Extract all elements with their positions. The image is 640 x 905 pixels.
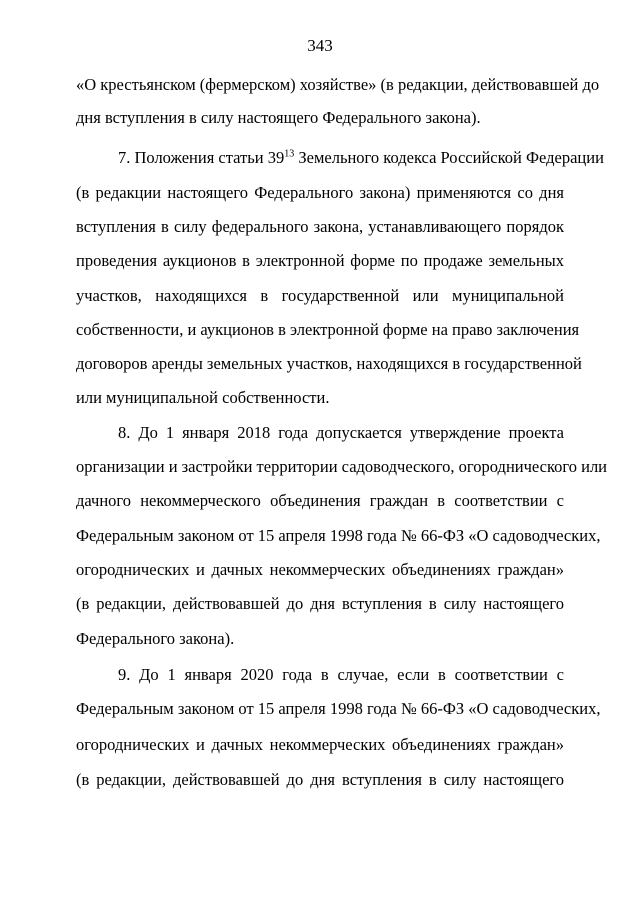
text-line: Федеральным законом от 15 апреля 1998 года № 66-ФЗ «О садоводческих, bbox=[76, 699, 601, 718]
text-line: (в редакции, действовавшей до дня вступления в силу настоящего bbox=[76, 770, 564, 789]
paragraph-9-start: 9. До 1 января 2020 года в случае, если в соответствии с bbox=[118, 665, 564, 684]
text-line: огороднических и дачных некоммерческих объединениях граждан» bbox=[76, 560, 564, 579]
page-number: 343 bbox=[307, 36, 333, 55]
text-line: проведения аукционов в электронной форме по продаже земельных bbox=[76, 251, 564, 270]
text-line: вступления в силу федерального закона, устанавливающего порядок bbox=[76, 217, 564, 236]
text-line: (в редакции настоящего Федерального закона) применяются со дня bbox=[76, 183, 564, 202]
superscript: 13 bbox=[284, 148, 295, 160]
text-line: Федеральным законом от 15 апреля 1998 года № 66-ФЗ «О садоводческих, bbox=[76, 526, 601, 545]
text-line: «О крестьянском (фермерском) хозяйстве» (в редакции, действовавшей до bbox=[76, 75, 600, 94]
text-line: Федерального закона). bbox=[76, 629, 235, 648]
text-line: участков, находящихся в государственной или муниципальной bbox=[76, 286, 564, 305]
paragraph-7-start bbox=[118, 146, 604, 170]
text-fragment: 7. Положения статьи 39 bbox=[118, 148, 285, 167]
text-line: дня вступления в силу настоящего Федерального закона). bbox=[76, 108, 481, 127]
text-line: дачного некоммерческого объединения граждан в соответствии с bbox=[76, 491, 564, 510]
paragraph-8-start: 8. До 1 января 2018 года допускается утверждение проекта bbox=[118, 423, 564, 442]
text-line: договоров аренды земельных участков, находящихся в государственной bbox=[76, 354, 582, 373]
text-line: (в редакции, действовавшей до дня вступления в силу настоящего bbox=[76, 594, 564, 613]
text-fragment: Земельного кодекса Российской Федерации bbox=[294, 148, 604, 167]
text-line: организации и застройки территории садоводческого, огороднического или bbox=[76, 457, 608, 476]
text-line: огороднических и дачных некоммерческих объединениях граждан» bbox=[76, 735, 564, 754]
text-line: собственности, и аукционов в электронной форме на право заключения bbox=[76, 320, 580, 339]
text-line: или муниципальной собственности. bbox=[76, 388, 330, 407]
